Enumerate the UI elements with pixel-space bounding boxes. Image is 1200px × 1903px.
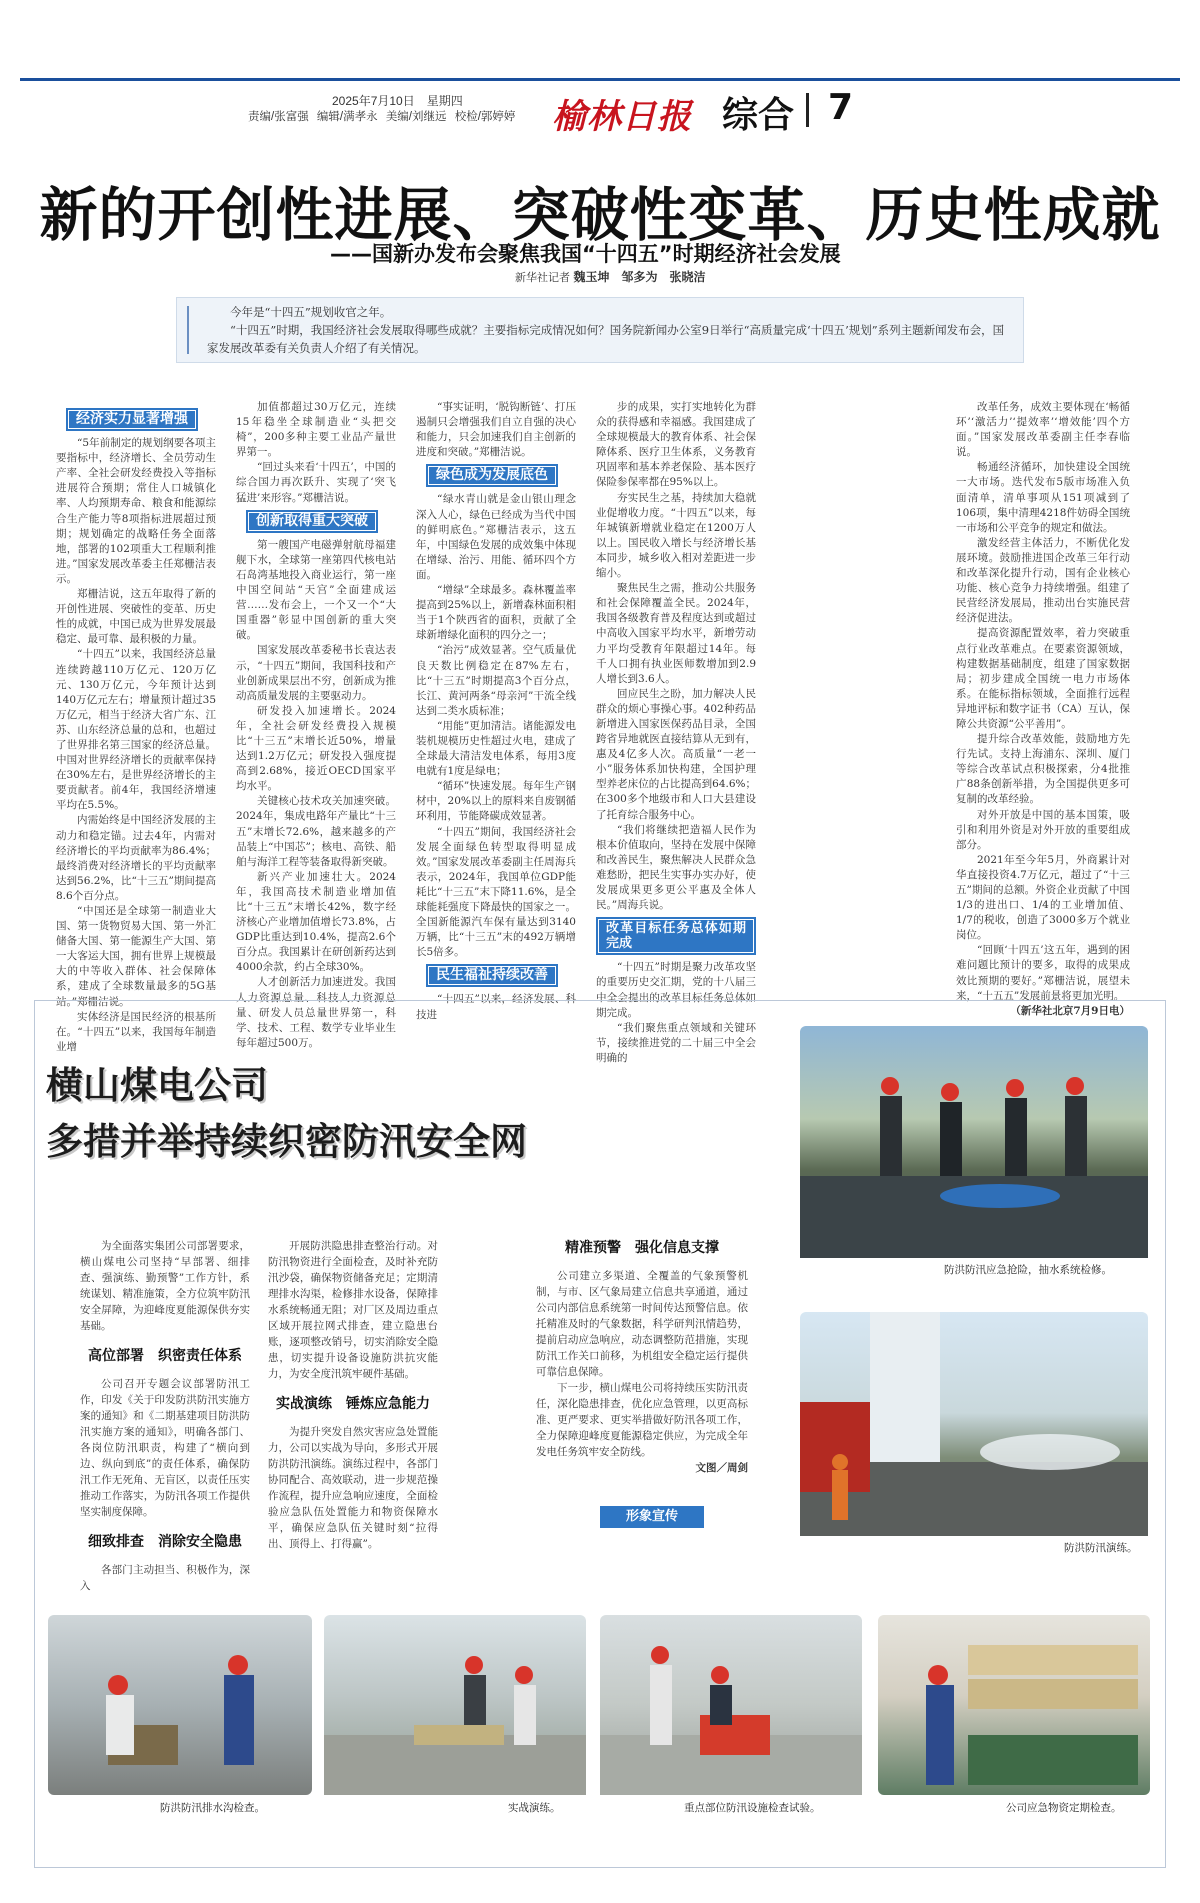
article-paragraph: “十四五”以来，经济发展、科技进 <box>416 993 576 1021</box>
article-paragraph: 提高资源配置效率，着力突破重点行业改革难点。在要素资源领域，构建数据基础制度，组建了国家数据局；初步建成全国统一电力市场体系。在能标指标领域，全面推行远程异地评标和数字证书（CA）互认，保障公共资源“公平善用”。 <box>956 627 1130 730</box>
section-heading-innovation: 创新取得重大突破 <box>246 510 378 533</box>
article-headline: 新的开创性进展、突破性变革、历史性成就 <box>39 181 1161 249</box>
feature-paragraph: 为全面落实集团公司部署要求，横山煤电公司坚持“早部署、细排查、强演练、勤预警”工作方针，系统谋划、精准施策，全方位筑牢防汛安全屏障，为迎峰度夏能源保供夯实基础。 <box>80 1240 250 1332</box>
newspaper-logo: 榆林日报 <box>552 97 692 137</box>
lead-box <box>176 297 1024 363</box>
photo-caption: 重点部位防汛设施检查试验。 <box>684 1802 821 1814</box>
article-paragraph: 新兴产业加速壮大。2024年，我国高技术制造业增加值比“十三五”末增长42%，数字经济核心产业增加值增长73.8%，占GDP比重达到10.4%，提高2.6个百分点。我国累计在研创新药达到4000余款，约占全球30%。 <box>236 870 396 974</box>
warehouse-scene-illustration <box>878 1615 1150 1795</box>
photo-caption: 防洪防汛演练。 <box>1064 1542 1138 1554</box>
article-paragraph: 聚焦民生之需，推动公共服务和社会保障覆盖全民。2024年，我国各级教育普及程度达到或超过中高收入国家平均水平，新增劳动力平均受教育年限超过14年。每千人口拥有执业医师数增加到2.9人增长到3.6人。 <box>596 582 756 685</box>
feature-paragraph: 公司召开专题会议部署防汛工作，印发《关于印发防洪防汛实施方案的通知》和《二期基建项目防洪防汛实施方案的通知》，明确各部门、各岗位防汛职责，构建了“横向到边、纵向到底”的责任体系，确保防汛工作无死角、无盲区，以责任压实推动工作落实，为防汛各项工作提供坚实制度保障。 <box>80 1378 250 1518</box>
article-paragraph: 回应民生之盼，加力解决人民群众的烦心事操心事。402种药品新增进入国家医保药品目录，全国跨省异地就医直接结算从无到有，惠及4亿多人次。高质量“一老一小”服务体系加快构建，全国护理型养老床位的占比提高到64.6%；在300多个地级市和人口大县建设了托育综合服务中心。 <box>596 687 756 821</box>
masthead <box>20 78 1180 137</box>
editor-credit: 美编/刘继远 <box>385 111 447 123</box>
article-paragraph: 郑栅洁说，这五年取得了新的开创性进展、突破性的变革、历史性的成就，中国已成为世界发展最稳定、最可靠、最积极的力量。 <box>56 588 216 646</box>
article-paragraph: 改革任务，成效主要体现在‘畅循环’‘激活力’‘提效率’‘增效能’四个方面。”国家发展改革委副主任李春临说。 <box>956 401 1130 459</box>
article-paragraph: “循环”快速发展。每年生产钢材中，20%以上的原料来自废钢循环利用，节能降碳成效显著。 <box>416 780 576 823</box>
article-paragraph: “回过头来看‘十四五’，中国的综合国力再次跃升、实现了‘突飞猛进’来形容。”郑栅洁说。 <box>236 461 396 504</box>
feature-paragraph: 公司建立多渠道、全覆盖的气象预警机制，与市、区气象局建立信息共享通道，通过公司内部信息系统第一时间传达预警信息。依托精准及时的气象数据，科学研判汛情趋势，提前启动应急响应，动态调整防范措施，实现防汛工作关口前移，为机组安全稳定运行提供可靠信息保障。 <box>536 1270 748 1378</box>
section-heading-reform: 改革目标任务总体如期完成 <box>596 917 756 955</box>
article-subhead: ——国新办发布会聚焦我国“十四五”时期经济社会发展 <box>330 242 841 266</box>
photo-supplies-check <box>878 1615 1150 1795</box>
article-paragraph: 第一艘国产电磁弹射航母福建舰下水，全球第一座第四代核电站石岛湾基地投入商业运行，第一座中国空间站“天宫”全面建成运营……发布会上，一个又一个“大国重器”彰显中国创新的重大突破。 <box>236 538 396 642</box>
article-paragraph: 夯实民生之基，持续加大稳就业促增收力度。“十四五”以来，每年城镇新增就业稳定在1200万人以上。国民收入增长与经济增长基本同步，城乡收入相对差距进一步缩小。 <box>596 491 756 580</box>
article-paragraph: “增绿”全球最多。森林覆盖率提高到25%以上，新增森林面积相当于1个陕西省的面积，贡献了全球新增绿化面积的四分之一； <box>416 584 576 642</box>
feature-paragraph: 为提升突发自然灾害应急处置能力，公司以实战为导向，多形式开展防洪防汛演练。演练过程中，各部门协同配合、高效联动，进一步规范操作流程，提升应急响应速度，全面检验应急队伍处置能力和物资保障水平，确保应急队伍关键时刻“拉得出、顶得上、打得赢”。 <box>268 1426 438 1550</box>
article-paragraph: “我们将继续把造福人民作为根本价值取向，坚持在发展中保障和改善民生，聚焦解决人民群众急难愁盼，把民生实事办实办好，使发展成果更多更公平惠及全体人民。”周海兵说。 <box>596 823 756 912</box>
article-paragraph: 畅通经济循环，加快建设全国统一大市场。迭代发布5版市场准入负面清单，清单事项从151项减到了106项，集中清理4218件妨碍全国统一市场和公平竞争的规定和做法。 <box>956 461 1130 534</box>
equipment-scene-illustration <box>600 1615 862 1795</box>
byline <box>515 268 706 285</box>
article-paragraph: 内需始终是中国经济发展的主动力和稳定锚。过去4年，内需对经济增长的平均贡献率为86.4%；最终消费对经济增长的平均贡献率达到56.2%，比“十三五”期间提高8.6个百分点。 <box>56 814 216 902</box>
article-paragraph: “事实证明，‘脱钩断链’、打压遏制只会增强我们自立自强的决心和能力，只会加速我们自主创新的进度和突破。”郑栅洁说。 <box>416 401 576 459</box>
article-column-5 <box>956 400 1130 1017</box>
promo-badge: 形象宣传 <box>600 1506 704 1528</box>
article-paragraph: 人才创新活力加速迸发。我国人力资源总量、科技人力资源总量、研发人员总量世界第一，科学、技术、工程、数学专业毕业生每年超过500万。 <box>236 976 396 1049</box>
editor-credit: 编辑/满孝永 <box>316 111 378 123</box>
article-paragraph: “绿水青山就是金山银山理念深入人心，绿色已经成为当代中国的鲜明底色。”郑栅洁表示，这五年，中国绿色发展的成效集中体现在增绿、治污、用能、循环四个方面。 <box>416 493 576 581</box>
editor-credit: 校检/郭婷婷 <box>454 111 516 123</box>
section-heading-green: 绿色成为发展底色 <box>426 464 558 487</box>
article-column-3 <box>416 400 576 1021</box>
photo-flood-drill <box>800 1312 1148 1536</box>
photo-caption: 防洪防汛应急抢险，抽水系统检修。 <box>944 1264 1112 1276</box>
article-paragraph: 2021年至今年5月，外商累计对华直接投资4.7万亿元，超过了“十三五”期间的总额。外资企业贡献了中国1/3的进出口、1/4的工业增加值、1/7的税收，创造了3000多万个就业岗位。 <box>956 853 1130 942</box>
article-paragraph: “治污”成效显著。空气质量优良天数比例稳定在87%左右，比“十三五”时期提高3个百分点，长江、黄河两条“母亲河”干流全线达到二类水质标准； <box>416 644 576 717</box>
feature-subheading: 实战演练 锤炼应急能力 <box>276 1396 430 1412</box>
divider <box>806 93 809 127</box>
article-paragraph: 加值都超过30万亿元，连续15年稳坐全球制造业“头把交椅”，200多种主要工业品产量世界第一。 <box>236 401 396 459</box>
feature-paragraph: 开展防洪隐患排查整治行动。对防汛物资进行全面检查，及时补充防汛沙袋，确保物资储备充足；定期清理排水沟渠，检修排水设备，保障排水系统畅通无阻；对厂区及周边重点区域开展拉网式排查，建立隐患台账，逐项整改销号，切实消除安全隐患，切实提升设备设施防洪抗灾能力，为安全度汛筑牢硬件基础。 <box>268 1240 438 1380</box>
feature-title-line: 横山煤电公司 <box>46 1064 268 1107</box>
photo-caption: 防洪防汛排水沟检查。 <box>160 1802 265 1814</box>
article-column-1 <box>56 404 216 1053</box>
article-paragraph: “十四五”以来，我国经济总量连续跨越110万亿元、120万亿元、130万亿元，今年预计达到140万亿元左右；增量预计超过35万亿元，相当于经济大省广东、江苏、山东经济总量的总和，也超过了世界排名第三国家的经济总量。中国对世界经济增长的贡献率保持在30%左右，是世界经济增长的主要贡献者。前4年，我国经济增速平均在5.5%。 <box>56 648 216 812</box>
feature-subheading: 细致排查 消除安全隐患 <box>88 1534 242 1550</box>
article-column-4 <box>596 400 756 1064</box>
drill-scene-illustration <box>800 1312 1148 1536</box>
article-paragraph: 对外开放是中国的基本国策，吸引和利用外资是对外开放的重要组成部分。 <box>956 808 1130 851</box>
article-paragraph: “5年前制定的规划纲要各项主要指标中，经济增长、全员劳动生产率、全社会研发经费投入等指标进展符合预期；常住人口城镇化率、人均预期寿命、粮食和能源综合生产能力等8项指标进展超过预期；规划确定的战略任务全面落地，部署的102项重大工程顺利推进。”国家发展改革委主任郑栅洁表示。 <box>56 437 216 585</box>
article-column-2 <box>236 400 396 1049</box>
article-paragraph: “十四五”时期是聚力改革攻坚的重要历史交汇期，党的十八届三中全会提出的改革目标任务总体如期完成。 <box>596 961 756 1019</box>
article-paragraph: 研发投入加速增长。2024年，全社会研发经费投入规模比“十三五”末增长近50%，增量达到1.2万亿元；研发投入强度提高到2.68%，接近OECD国家平均水平。 <box>236 704 396 793</box>
editor-credit: 责编/张富强 <box>248 111 309 123</box>
feature-column-1 <box>80 1238 250 1592</box>
section-heading-economy: 经济实力显著增强 <box>66 408 198 431</box>
article-paragraph: “中国还是全球第一制造业大国、第一货物贸易大国、第一外汇储备大国、第一能源生产大国、第一大客运大国，拥有世界上规模最大的中等收入群体、社会保障体系，建成了全球数量最多的5G基站。”郑栅洁说。 <box>56 905 216 1008</box>
feature-paragraph: 下一步，横山煤电公司将持续压实防汛责任，深化隐患排查，优化应急管理，以更高标准、更严要求、更实举措做好防汛各项工作，全力保障迎峰度夏能源稳定供应，为完成全年发电任务筑牢安全防线。 <box>536 1382 748 1458</box>
article-paragraph: “十四五”期间，我国经济社会发展全面绿色转型取得明显成效。”国家发展改革委副主任周海兵表示，2024年，我国单位GDP能耗比“十三五”末下降11.6%，是全球能耗强度下降最快的国家之一。全国新能源汽车保有量达到3140万辆，比“十三五”末的492万辆增长5倍多。 <box>416 825 576 959</box>
workers-scene-illustration <box>800 1026 1148 1258</box>
masthead-info <box>248 93 520 125</box>
photo-caption: 实战演练。 <box>508 1802 561 1814</box>
article-paragraph: 关键核心技术攻关加速突破。2024年，集成电路年产量比“十三五”末增长72.6%，越来越多的产品装上“中国芯”；核电、高铁、船舶与海洋工程等装备取得新突破。 <box>236 795 396 868</box>
article-paragraph: “用能”更加清洁。诸能源发电装机规模历史性超过火电，建成了全球最大清洁发电体系，每用3度电就有1度是绿电； <box>416 719 576 778</box>
photo-drain-inspection <box>48 1615 312 1795</box>
issue-date: 2025年7月10日 星期四 <box>332 94 463 108</box>
article-paragraph: 实体经济是国民经济的根基所在。“十四五”以来，我国每年制造业增 <box>56 1010 216 1053</box>
photo-emergency-pump-repair <box>800 1026 1148 1258</box>
byline-names: 魏玉坤 邹多为 张晓洁 <box>573 270 706 284</box>
feature-subheading: 精准预警 强化信息支撑 <box>565 1240 719 1256</box>
feature-subheading: 高位部署 织密责任体系 <box>88 1348 242 1364</box>
photo-field-drill <box>324 1615 586 1795</box>
inspection-scene-illustration <box>48 1615 312 1795</box>
lead-paragraph: “十四五”时期，我国经济社会发展取得哪些成就？主要指标完成情况如何？国务院新闻办公室9日举行“高质量完成‘十四五’规划”系列主题新闻发布会，国家发展改革委有关负责人介绍了有关情况。 <box>207 323 1005 355</box>
page-number: 7 <box>828 87 854 128</box>
feature-title <box>46 1058 527 1170</box>
article-paragraph: 提升综合改革效能，鼓励地方先行先试。支持上海浦东、深圳、厦门等综合改革试点积极探索，分4批推广88条创新举措，为全国提供更多可复制的改革经验。 <box>956 733 1130 806</box>
byline-prefix: 新华社记者 <box>515 271 570 284</box>
feature-column-2 <box>268 1238 438 1568</box>
photo-facility-test <box>600 1615 862 1795</box>
article-paragraph: “我们聚焦重点领域和关键环节，接续推进党的二十届三中全会明确的 <box>596 1021 756 1064</box>
article-paragraph: 激发经营主体活力，不断优化发展环境。鼓励推进国企改革三年行动和改革深化提升行动，国有企业核心功能、核心竞争力持续增强。组建了民营经济发展局，推动出台实施民营经济促进法。 <box>956 536 1130 625</box>
feature-title-line: 多措并举持续织密防汛安全网 <box>46 1120 527 1163</box>
section-heading-welfare: 民生福祉持续改善 <box>426 964 558 987</box>
feature-author: 文图／周剑 <box>695 1462 748 1474</box>
article-signoff: （新华社北京7月9日电） <box>1010 1004 1130 1017</box>
feature-paragraph: 各部门主动担当、积极作为，深入 <box>80 1564 250 1592</box>
article-paragraph: “回顾‘十四五’这五年，遇到的困难问题比预计的要多，取得的成果成效比预期的要好。”郑栅洁说，展望未来，“十五五”发展前景将更加光明。 <box>956 944 1130 1002</box>
photo-caption: 公司应急物资定期检查。 <box>1006 1802 1122 1814</box>
drill-scene-illustration <box>324 1615 586 1795</box>
article-paragraph: 步的成果，实打实地转化为群众的获得感和幸福感。我国建成了全球规模最大的教育体系、社会保障体系、医疗卫生体系，义务教育巩固率和基本养老保险、基本医疗保险参保率都在95%以上。 <box>596 401 756 489</box>
lead-paragraph: 今年是“十四五”规划收官之年。 <box>230 305 392 319</box>
article-paragraph: 国家发展改革委秘书长袁达表示，“十四五”期间，我国科技和产业创新成果层出不穷，创新成为推动高质量发展的主要驱动力。 <box>236 644 396 702</box>
section-name: 综合 <box>722 95 795 136</box>
